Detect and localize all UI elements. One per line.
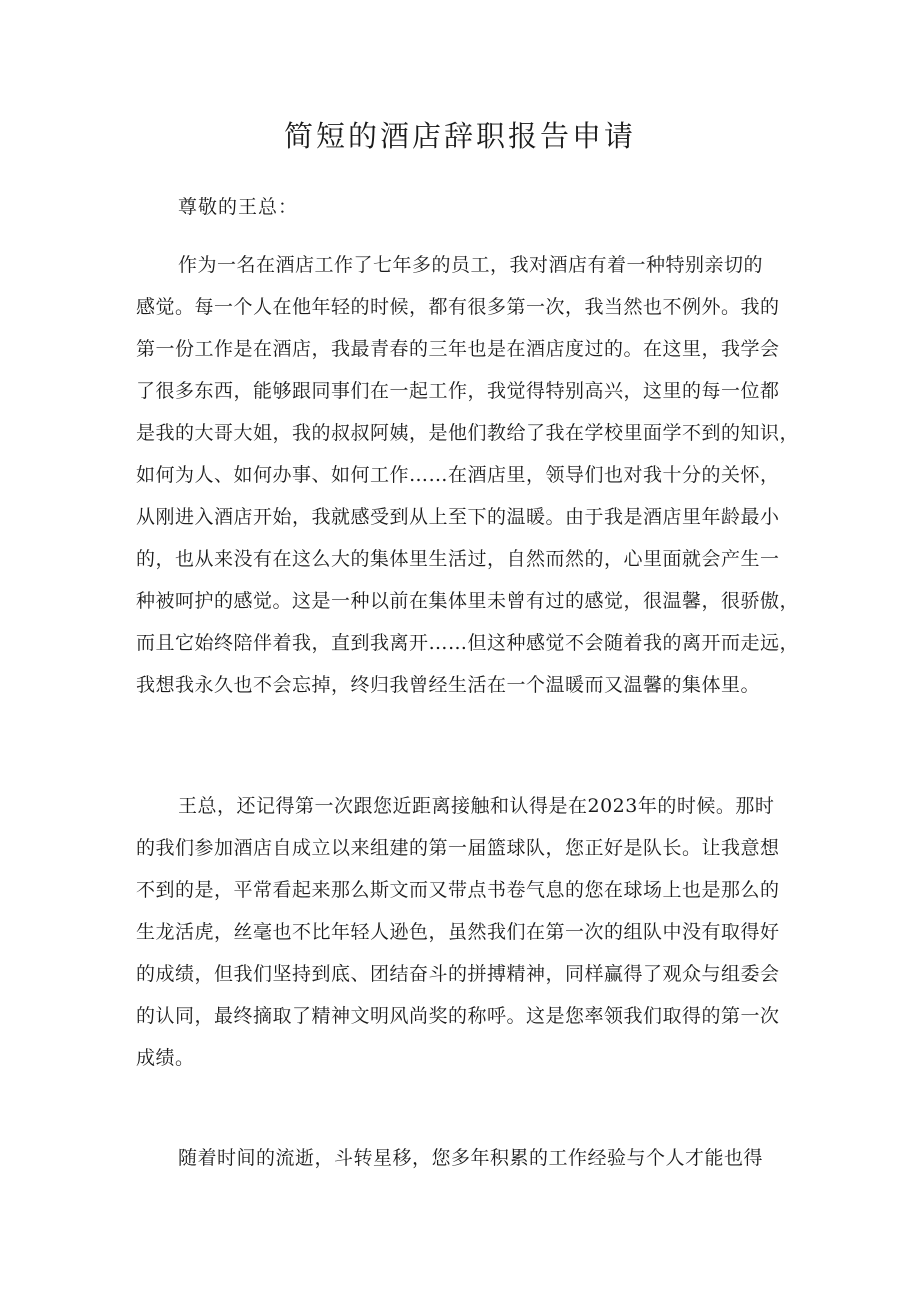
paragraph-line: 生龙活虎，丝毫也不比年轻人逊色，虽然我们在第一次的组队中没有取得好 <box>136 921 780 943</box>
paragraph-line: 种被呵护的感觉。这是一种以前在集体里未曾有过的感觉，很温馨，很骄傲， <box>136 590 800 612</box>
paragraph-3 <box>136 1137 796 1179</box>
paragraph-2 <box>136 785 796 1079</box>
paragraph-line: 我想我永久也不会忘掉，终归我曾经生活在一个温暖而又温馨的集体里。 <box>136 674 761 696</box>
document-title: 简短的酒店辞职报告申请 <box>283 119 636 153</box>
paragraph-line: 的，也从来没有在这么大的集体里生活过，自然而然的，心里面就会产生一 <box>136 548 780 570</box>
salutation: 尊敬的王总： <box>178 196 299 218</box>
paragraph-line: 从刚进入酒店开始，我就感受到从上至下的温暖。由于我是酒店里年龄最小 <box>136 506 780 528</box>
paragraph-line: 的认同，最终摘取了精神文明风尚奖的称呼。这是您率领我们取得的第一次 <box>136 1005 780 1027</box>
paragraph-line: 作为一名在酒店工作了七年多的员工，我对酒店有着一种特别亲切的 <box>178 254 764 276</box>
paragraph-line: 王总，还记得第一次跟您近距离接触和认得是在2023年的时候。那时 <box>178 795 775 817</box>
paragraph-line: 的成绩，但我们坚持到底、团结奋斗的拼搏精神，同样赢得了观众与组委会 <box>136 963 780 985</box>
paragraph-line: 了很多东西，能够跟同事们在一起工作，我觉得特别高兴，这里的每一位都 <box>136 380 780 402</box>
paragraph-line: 而且它始终陪伴着我，直到我离开……但这种感觉不会随着我的离开而走远， <box>136 632 800 654</box>
paragraph-line: 成绩。 <box>136 1047 195 1069</box>
paragraph-line: 第一份工作是在酒店，我最青春的三年也是在酒店度过的。在这里，我学会 <box>136 338 780 360</box>
paragraph-line: 感觉。每一个人在他年轻的时候，都有很多第一次，我当然也不例外。我的 <box>136 296 780 318</box>
paragraph-1 <box>136 244 800 706</box>
paragraph-line: 如何为人、如何办事、如何工作……在酒店里，领导们也对我十分的关怀， <box>136 464 780 486</box>
paragraph-line: 的我们参加酒店自成立以来组建的第一届篮球队，您正好是队长。让我意想 <box>136 837 780 859</box>
paragraph-line: 不到的是，平常看起来那么斯文而又带点书卷气息的您在球场上也是那么的 <box>136 879 780 901</box>
paragraph-line: 随着时间的流逝，斗转星移，您多年积累的工作经验与个人才能也得 <box>178 1147 764 1169</box>
paragraph-line: 是我的大哥大姐，我的叔叔阿姨，是他们教给了我在学校里面学不到的知识， <box>136 422 800 444</box>
